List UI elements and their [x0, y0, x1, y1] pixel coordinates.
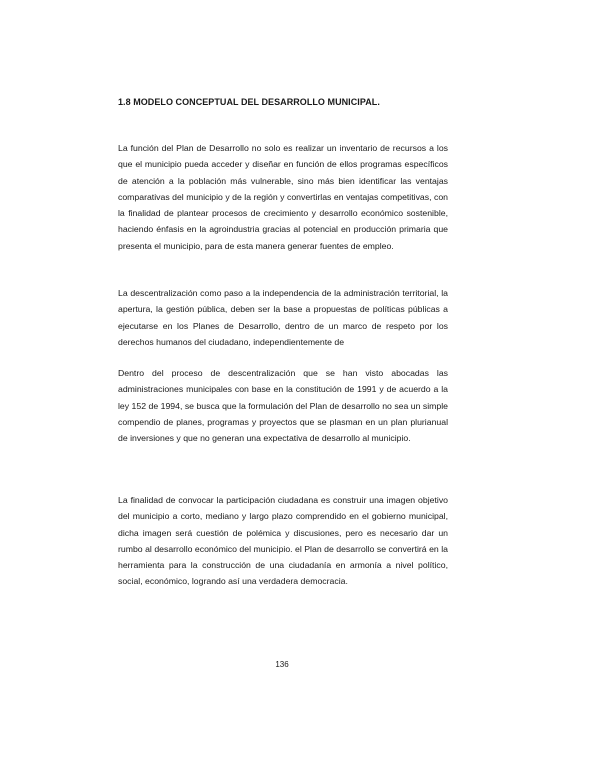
section-heading: 1.8 MODELO CONCEPTUAL DEL DESARROLLO MUNICIPAL. — [118, 97, 380, 107]
paragraph-citizen-participation: La finalidad de convocar la participación ciudadana es construir una imagen objetivo del municipio a corto, mediano y largo plazo comprendido en el gobierno municipal, dicha imagen será cuestión de polémica y discusiones, pero es necesario dar un rumbo al desarrollo económico del municipio. el Plan de desarrollo se convertirá en la herramienta para la construcción de una ciudadanía en armonía a nivel político, social, económico, logrando así una verdadera democracia. — [118, 495, 448, 587]
paragraph-decentralization: La descentralización como paso a la independencia de la administración territorial, la apertura, la gestión pública, deben ser la base a propuestas de políticas públicas a ejecutarse en los Planes de Desarrollo, dentro de un marco de respeto por los derechos humanos del ciudadano, independientemente de — [118, 288, 448, 347]
paragraph-plan-function: La función del Plan de Desarrollo no solo es realizar un inventario de recursos a los que el municipio pueda acceder y diseñar en función de ellos programas específicos de atención a la población más vulnerable, sino más bien identificar las ventajas comparativas del municipio y de la región y convertirlas en ventajas competitivas, con la finalidad de plantear procesos de crecimiento y desarrollo económico sostenible, haciendo énfasis en la agroindustria gracias al potencial en producción primaria que presenta el municipio, para de esta manera generar fuentes de empleo. — [118, 143, 448, 251]
paragraph-decentralization-process: Dentro del proceso de descentralización que se han visto abocadas las administraciones municipales con base en la constitución de 1991 y de acuerdo a la ley 152 de 1994, se busca que la formulación del Plan de desarrollo no sea un simple compendio de planes, programas y proyectos que se plasman en un plan plurianual de inversiones y que no generan una expectativa de desarrollo al municipio. — [118, 368, 448, 444]
page-number: 136 — [275, 660, 289, 669]
